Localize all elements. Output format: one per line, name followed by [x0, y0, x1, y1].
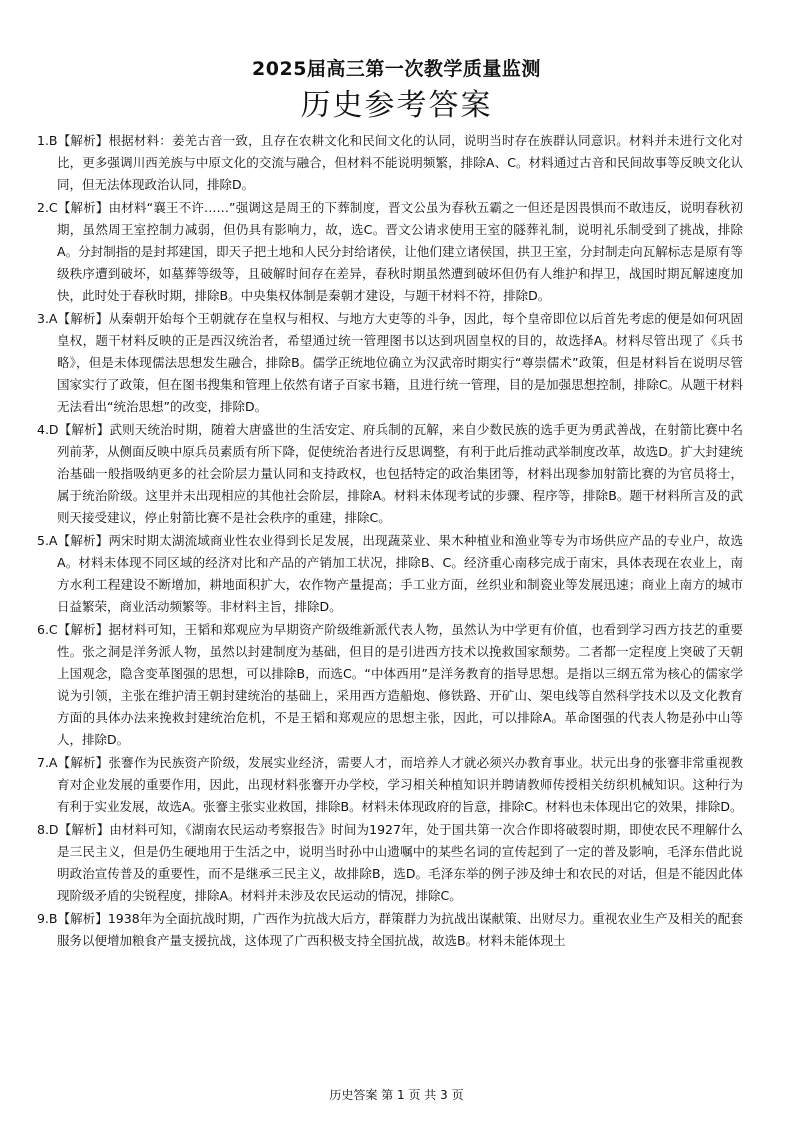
- answer-text: 武则天统治时期，随着大唐盛世的生活安定、府兵制的瓦解，来自少数民族的选手更为勇武善战，在射箭比赛中名列前茅，从侧面反映中原兵员素质有所下降，促使统治者进行反思调整，有利于此后推动武举制度改革，故选D。扩大封建统治基础一般指吸纳更多的社会阶层力量认同和支持政权，也包括特定的政治集团等，材料出现参加射箭比赛的为官员将士，属于统治阶级。这里并未出现相应的其他社会阶层，排除A。材料未体现考试的步骤、程序等，排除B。题干材料所言及的武则天接受建议，停止射箭比赛不是社会秩序的重建，排除C。: [57, 422, 743, 525]
- answer-label: 7.A【解析】: [37, 755, 109, 770]
- answer-item-8: [37, 819, 743, 907]
- answer-text: 1938年为全面抗战时期，广西作为抗战大后方，群策群力为抗战出谋献策、出财尽力。重视农业生产及相关的配套服务以便增加粮食产量支援抗战，这体现了广西积极支持全国抗战，故选B。材料未能体现土: [57, 911, 743, 948]
- answer-label: 9.B【解析】: [37, 911, 108, 926]
- answer-label: 2.C【解析】: [37, 200, 109, 215]
- answer-list: [37, 130, 743, 953]
- answer-text: 由材料“襄王不许……”强调这是周王的下葬制度，晋文公虽为春秋五霸之一但还是因畏惧而不敢违反，说明春秋初期，虽然周王室控制力减弱，但仍具有影响力，故，选C。晋文公请求使用王室的隧葬礼制，说明礼乐制受到了挑战，排除A。分封制指的是封邦建国，即天子把土地和人民分封给诸侯，让他们建立诸侯国，拱卫王室，分封制走向瓦解标志是原有等级秩序遭到破坏，如墓葬等级等，且破解时间存在差异，春秋时期虽然遭到破坏但仍有人维护和捍卫，战国时期瓦解速度加快，此时处于春秋时期，排除B。中央集权体制是秦朝才建设，与题干材料不符，排除D。: [57, 200, 743, 303]
- answer-text: 根据材料：姜羌古音一致，且存在农耕文化和民间文化的认同，说明当时存在族群认同意识。材料并未进行文化对比，更多强调川西羌族与中原文化的交流与融合，但材料不能说明频繁，排除A、C。材料通过古音和民间故事等反映文化认同，但无法体现政治认同，排除D。: [57, 133, 743, 192]
- answer-text: 据材料可知，王韬和郑观应为早期资产阶级维新派代表人物，虽然认为中学更有价值，也看到学习西方技艺的重要性。张之洞是洋务派人物，虽然以封建制度为基础，但目的是引进西方技术以挽救国家颓势。二者都一定程度上突破了天朝上国观念，隐含变革图强的思想，可以排除B，而选C。“中体西用”是洋务教育的指导思想。是指以三纲五常为核心的儒家学说为引领，主张在维护清王朝封建统治的基础上，采用西方造船炮、修铁路、开矿山、架电线等自然科学技术以及文化教育方面的具体办法来挽救封建统治危机，不是王韬和郑观应的思想主张，因此，可以排除A。革命图强的代表人物是孙中山等人，排除D。: [57, 622, 743, 747]
- page-footer: 历史答案 第 1 页 共 3 页: [329, 1088, 464, 1102]
- answer-item-3: [37, 308, 743, 418]
- answer-item-5: [37, 530, 743, 618]
- answer-label: 6.C【解析】: [37, 622, 109, 637]
- exam-title: 2025届高三第一次教学质量监测: [252, 58, 541, 80]
- answer-label: 4.D【解析】: [37, 422, 110, 437]
- answer-label: 1.B【解析】: [37, 133, 109, 148]
- answer-item-6: [37, 619, 743, 751]
- answer-label: 3.A【解析】: [37, 311, 109, 326]
- answer-text: 从秦朝开始每个王朝就存在皇权与相权、与地方大吏等的斗争，因此，每个皇帝即位以后首先考虑的便是如何巩固皇权，题干材料反映的正是西汉统治者，希望通过统一管理图书以达到巩固皇权的目的，故选择A。材料尽管出现了《兵书略》，但是未体现儒法思想发生融合，排除B。儒学正统地位确立为汉武帝时期实行“尊崇儒术”政策，但是材料旨在说明尽管国家实行了政策，但在图书搜集和管理上依然有诸子百家书籍，且进行统一管理，目的是加强思想控制，排除C。从题干材料无法看出“统治思想”的改变，排除D。: [57, 311, 743, 414]
- answer-item-7: [37, 752, 743, 818]
- answer-text: 由材料可知，《湖南农民运动考察报告》时间为1927年，处于国共第一次合作即将破裂时期，即使农民不理解什么是三民主义，但是仍生硬地用于生活之中，说明当时孙中山遗嘱中的某些名词的宣传起到了一定的普及影响，毛泽东借此说明政治宣传普及的重要性，而不是继承三民主义，故排除B，选D。毛泽东举的例子涉及绅士和农民的对话，但是不能因此体现阶级矛盾的尖锐程度，排除A。材料并未涉及农民运动的情况，排除C。: [57, 822, 743, 903]
- answer-text: 两宋时期太湖流域商业性农业得到长足发展，出现蔬菜业、果木种植业和渔业等专为市场供应产品的专业户，故选A。材料未体现不同区域的经济对比和产品的产销加工状况，排除B、C。经济重心南移完成于南宋，具体表现在农业上，南方水利工程建设不断增加，耕地面积扩大，农作物产量提高；手工业方面，丝织业和制瓷业等发展迅速；商业上南方的城市日益繁荣，商业活动频繁等。非材料主旨，排除D。: [57, 533, 743, 614]
- answer-item-2: [37, 197, 743, 307]
- answer-label: 8.D【解析】: [37, 822, 110, 837]
- answer-item-1: [37, 130, 743, 196]
- answer-item-9: [37, 908, 743, 952]
- document-title: 历史参考答案: [300, 88, 493, 123]
- answer-label: 5.A【解析】: [37, 533, 109, 548]
- answer-item-4: [37, 419, 743, 529]
- answer-text: 张謇作为民族资产阶级，发展实业经济，需要人才，而培养人才就必须兴办教育事业。状元出身的张謇非常重视教育对企业发展的重要作用，因此，出现材料张謇开办学校，学习相关种植知识并聘请教师传授相关纺织机械知识。这种行为有利于实业发展，故选A。张謇主张实业救国，排除B。材料未体现政府的旨意，排除C。材料也未体现出它的效果，排除D。: [57, 755, 743, 814]
